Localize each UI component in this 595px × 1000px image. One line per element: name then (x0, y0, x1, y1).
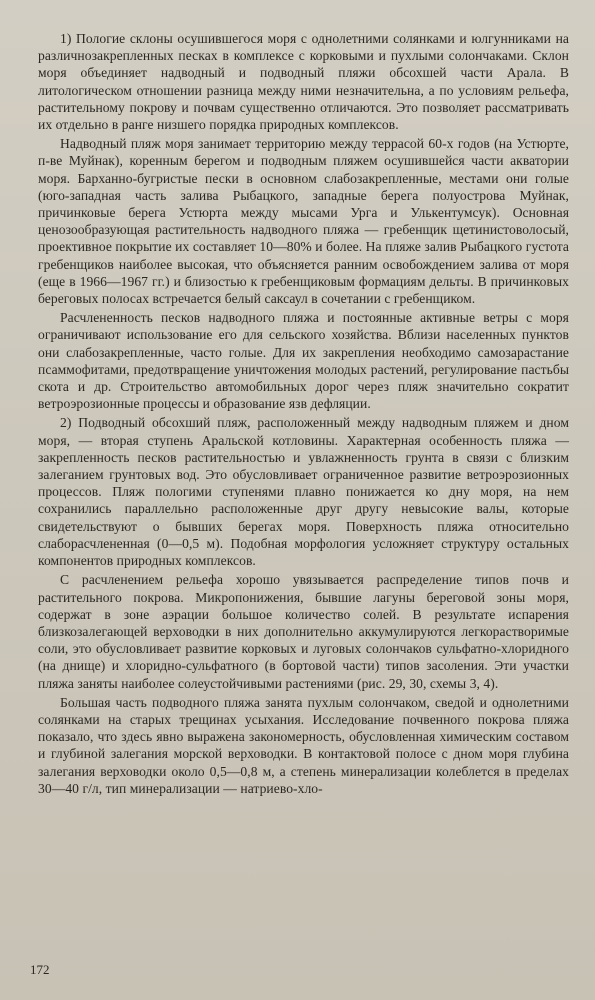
paragraph-4: 2) Подводный обсохший пляж, расположенный между надводным пляжем и дном моря, — вторая ступень Аральской котловины. Характерная особенность пляжа — закрепленность песков растительностью и увлажненность грунта в связи с близким залеганием грунтовых вод. Это обусловливает ограниченное развитие ветроэрозионных процессов. Пляж пологими ступенями плавно понижается ко дну моря, на нем сохранились параллельно расположенные друг другу невысокие валы, которые свидетельствуют о бывших берегах моря. Поверхность пляжа относительно слаборасчлененная (0—0,5 м). Подобная морфология усложняет структуру остальных компонентов природных комплексов. (38, 415, 569, 569)
paragraph-2: Надводный пляж моря занимает территорию между террасой 60-х годов (на Устюрте, п-ве Муйнак), коренным берегом и подводным пляжем осушившейся части акватории моря. Барханно-бугристые пески в основном слабозакрепленные, местами они голые (юго-западная часть залива Рыбацкого, западные берега полуострова Муйнак, причинковые берега Устюрта между мысами Урга и Улькентумсук). Основная ценозообразующая растительность надводного пляжа — гребенщик щетинистоволосый, проективное покрытие их составляет 10—80% и более. На пляже залив Рыбацкого густота гребенщиков наиболее высокая, что объясняется ранним освобождением залива от моря (еще в 1966—1967 гг.) и близостью к гребенщиковым формациям дельты. В причинковых береговых полосах встречается белый саксаул в сочетании с гребенщиком. (38, 136, 569, 307)
paragraph-6: Большая часть подводного пляжа занята пухлым солончаком, сведой и однолетними солянками на старых трещинах усыхания. Исследование почвенного покрова пляжа показало, что здесь явно выражена закономерность, обусловленная химическим составом и глубиной залегания морской верховодки. В контактовой полосе с дном моря глубина залегания верховодки около 0,5—0,8 м, а степень минерализации колеблется в пределах 30—40 г/л, тип минерализации — натриево-хло- (38, 694, 569, 796)
paragraph-1: 1) Пологие склоны осушившегося моря с однолетними солянками и юлгунниками на различнозакрепленных песках в комплексе с корковыми и пухлыми солончаками. Склон моря объединяет надводный и подводный пляжи обсохшей части Арала. В литологическом отношении разница между ними незначительна, а по условиям рельефа, растительному покрову и почвам существенно отличаются. Это позволяет рассматривать их отдельно в ранге низшего порядка природных комплексов. (38, 31, 569, 133)
paragraph-3: Расчлененность песков надводного пляжа и постоянные активные ветры с моря ограничивают использование его для сельского хозяйства. Вблизи населенных пунктов они слабозакрепленные, часто голые. Для их закрепления необходимо самозарастание псаммофитами, предотвращение уничтожения молодых растений, регулирование пастьбы скота и др. Строительство автомобильных дорог через пляж значительно сократит ветроэрозионные процессы и образование язв дефляции. (38, 310, 569, 412)
page-number: 172 (30, 962, 50, 977)
paragraph-5: С расчленением рельефа хорошо увязывается распределение типов почв и растительного покрова. Микропонижения, бывшие лагуны береговой зоны моря, содержат в зоне аэрации большое количество солей. В результате испарения близкозалегающей верховодки в них дополнительно аккумулируются легкорастворимые соли, это обусловливает развитие корковых и луговых солончаков сульфатно-хлоридного (на днище) и хлоридно-сульфатного (в бортовой части) типов засоления. Эти участки пляжа заняты наиболее солеустойчивыми растениями (рис. 29, 30, схемы 3, 4). (38, 572, 569, 691)
text-body (38, 30, 569, 797)
